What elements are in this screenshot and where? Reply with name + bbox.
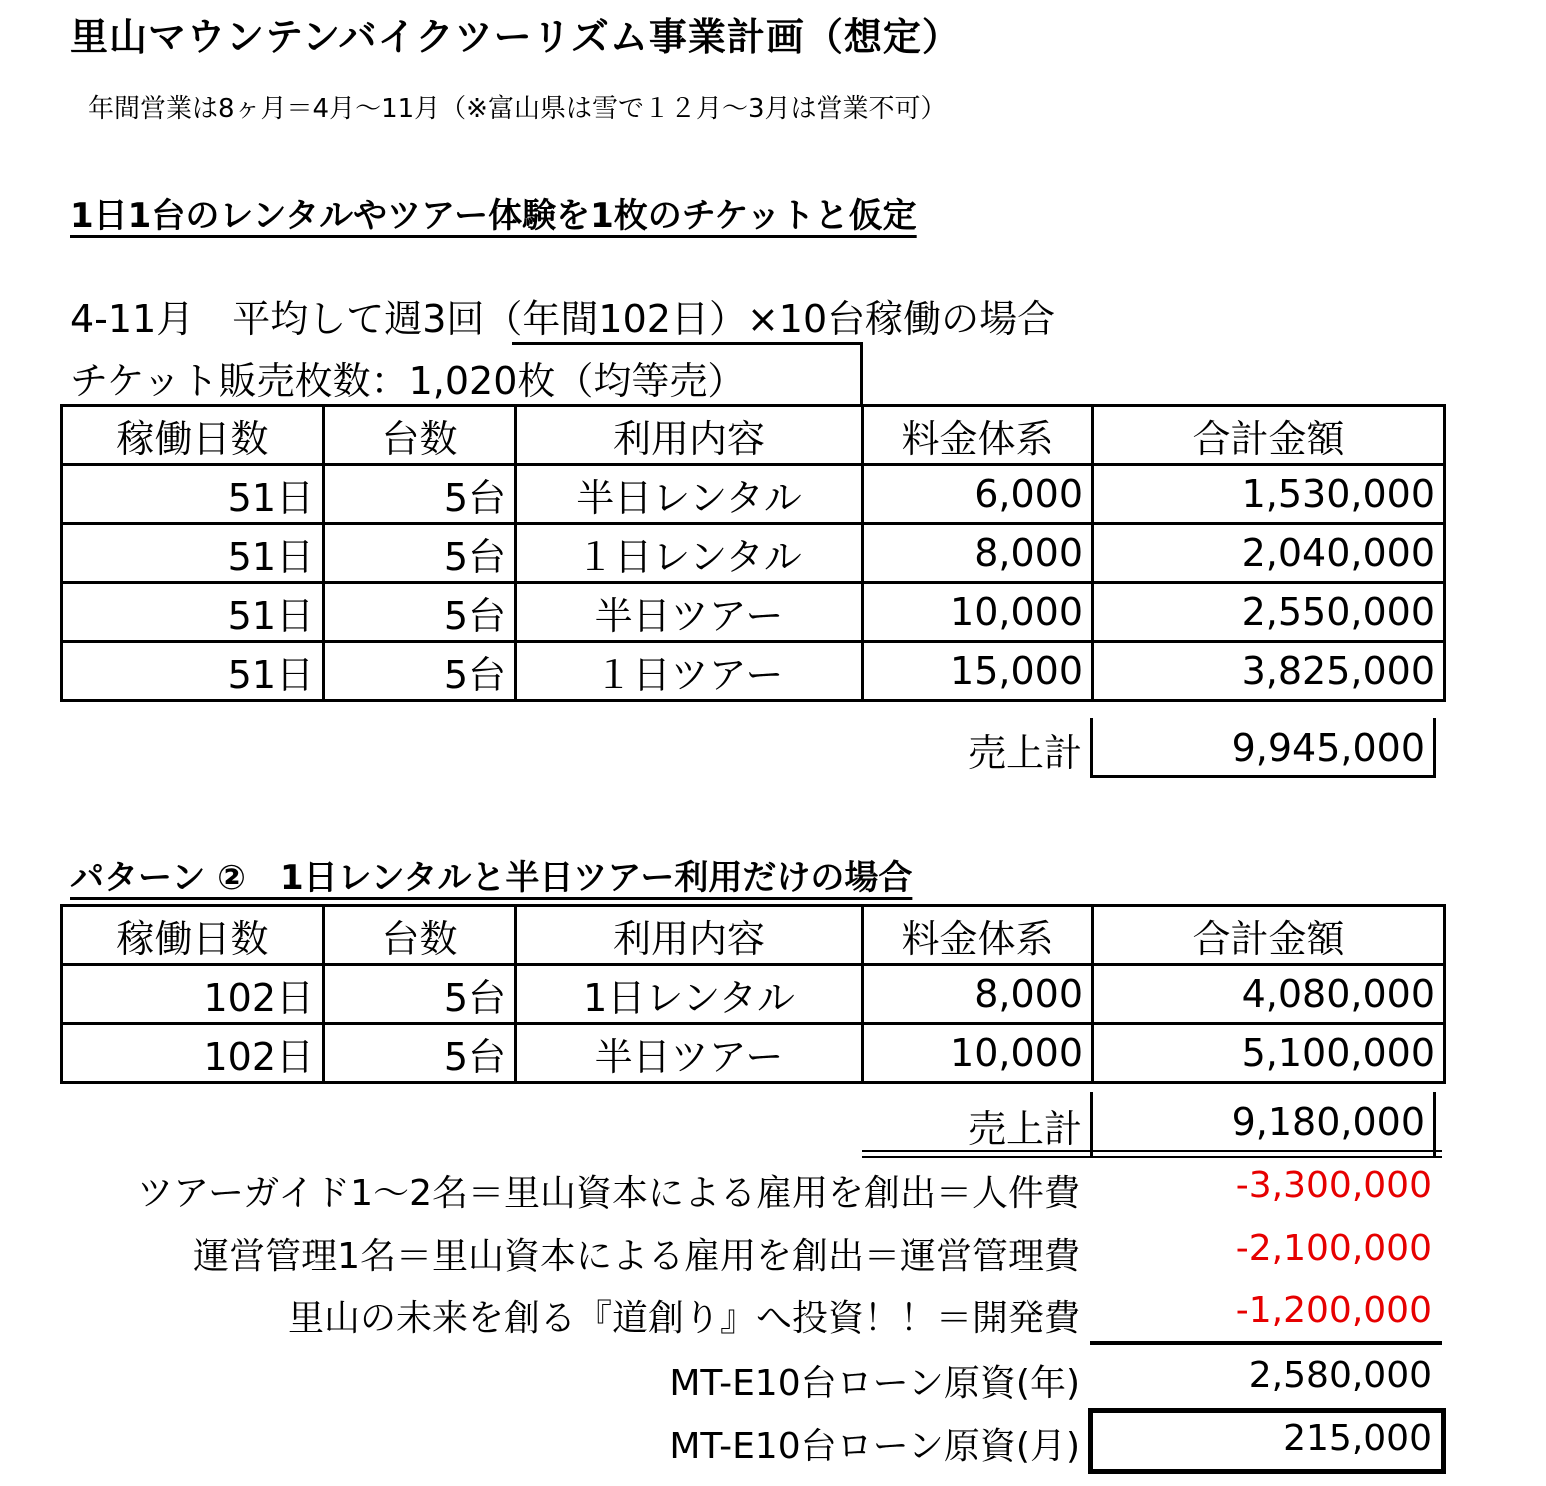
sales-total-value: 9,180,000 bbox=[1090, 1092, 1436, 1156]
header-units: 台数 bbox=[324, 406, 516, 465]
cell-total: 1,530,000 bbox=[1093, 465, 1445, 524]
cost-label-management: 運営管理1名＝里山資本による雇用を創出＝運営管理費 bbox=[193, 1236, 1080, 1277]
cell-total: 3,825,000 bbox=[1093, 642, 1445, 701]
cell-content: １日レンタル bbox=[516, 524, 863, 583]
cell-days: 51日 bbox=[62, 583, 324, 642]
cell-price: 6,000 bbox=[863, 465, 1093, 524]
section-heading-pattern2: パターン ② 1日レンタルと半日ツアー利用だけの場合 bbox=[70, 858, 913, 898]
header-days: 稼働日数 bbox=[62, 406, 324, 465]
sales-total-value: 9,945,000 bbox=[1090, 718, 1436, 778]
cell-units: 5台 bbox=[324, 524, 516, 583]
table-header-row bbox=[62, 406, 1445, 465]
cell-units: 5台 bbox=[324, 583, 516, 642]
cell-total: 2,550,000 bbox=[1093, 583, 1445, 642]
header-price: 料金体系 bbox=[863, 406, 1093, 465]
table-header-row bbox=[62, 906, 1445, 965]
loan-monthly-label: MT-E10台ローン原資(月) bbox=[669, 1426, 1080, 1467]
loan-annual-label: MT-E10台ローン原資(年) bbox=[669, 1363, 1080, 1404]
header-content: 利用内容 bbox=[516, 906, 863, 965]
ticket-count: チケット販売枚数：1,020枚（均等売） bbox=[70, 359, 746, 403]
cell-content: １日ツアー bbox=[516, 642, 863, 701]
table-row bbox=[62, 583, 1445, 642]
cell-border bbox=[512, 342, 863, 407]
header-total: 合計金額 bbox=[1093, 906, 1445, 965]
table-row bbox=[62, 965, 1445, 1024]
revenue-table-pattern1 bbox=[60, 404, 1446, 702]
cost-value-development: -1,200,000 bbox=[1235, 1290, 1432, 1331]
page-subtitle: 年間営業は8ヶ月＝4月～11月（※富山県は雪で１２月～3月は営業不可） bbox=[88, 94, 947, 124]
cell-units: 5台 bbox=[324, 465, 516, 524]
cell-total: 5,100,000 bbox=[1093, 1024, 1445, 1083]
cell-price: 10,000 bbox=[863, 583, 1093, 642]
cell-units: 5台 bbox=[324, 1024, 516, 1083]
cell-price: 15,000 bbox=[863, 642, 1093, 701]
cell-total: 2,040,000 bbox=[1093, 524, 1445, 583]
cell-price: 8,000 bbox=[863, 524, 1093, 583]
sales-total-label: 売上計 bbox=[967, 731, 1082, 775]
cell-price: 10,000 bbox=[863, 1024, 1093, 1083]
cell-content: 半日ツアー bbox=[516, 1024, 863, 1083]
cell-content: 半日レンタル bbox=[516, 465, 863, 524]
cell-total: 4,080,000 bbox=[1093, 965, 1445, 1024]
section-heading-assumption: 1日1台のレンタルやツアー体験を1枚のチケットと仮定 bbox=[70, 196, 917, 236]
cell-units: 5台 bbox=[324, 642, 516, 701]
cell-days: 102日 bbox=[62, 965, 324, 1024]
header-units: 台数 bbox=[324, 906, 516, 965]
table-row bbox=[62, 465, 1445, 524]
cell-content: 1日レンタル bbox=[516, 965, 863, 1024]
header-price: 料金体系 bbox=[863, 906, 1093, 965]
cell-price: 8,000 bbox=[863, 965, 1093, 1024]
loan-monthly-value: 215,000 bbox=[1283, 1418, 1432, 1459]
cell-days: 51日 bbox=[62, 524, 324, 583]
table-row bbox=[62, 1024, 1445, 1083]
sales-total-label: 売上計 bbox=[967, 1107, 1082, 1151]
page-title: 里山マウンテンバイクツーリズム事業計画（想定） bbox=[70, 15, 961, 59]
cell-units: 5台 bbox=[324, 965, 516, 1024]
revenue-table-pattern2 bbox=[60, 904, 1446, 1084]
table-row bbox=[62, 524, 1445, 583]
cost-value-guide: -3,300,000 bbox=[1235, 1165, 1432, 1206]
cost-label-guide: ツアーガイド1～2名＝里山資本による雇用を創出＝人件費 bbox=[137, 1173, 1080, 1214]
loan-annual-value: 2,580,000 bbox=[1248, 1355, 1432, 1396]
subtotal-line bbox=[1090, 1341, 1442, 1345]
double-underline bbox=[862, 1150, 1442, 1158]
cost-label-development: 里山の未来を創る『道創り』へ投資！！＝開発費 bbox=[287, 1298, 1080, 1339]
cost-value-management: -2,100,000 bbox=[1235, 1228, 1432, 1269]
header-days: 稼働日数 bbox=[62, 906, 324, 965]
operating-condition: 4-11月 平均して週3回（年間102日）×10台稼働の場合 bbox=[70, 297, 1056, 341]
header-content: 利用内容 bbox=[516, 406, 863, 465]
cell-days: 51日 bbox=[62, 642, 324, 701]
cell-days: 102日 bbox=[62, 1024, 324, 1083]
header-total: 合計金額 bbox=[1093, 406, 1445, 465]
table-row bbox=[62, 642, 1445, 701]
cell-days: 51日 bbox=[62, 465, 324, 524]
cell-content: 半日ツアー bbox=[516, 583, 863, 642]
